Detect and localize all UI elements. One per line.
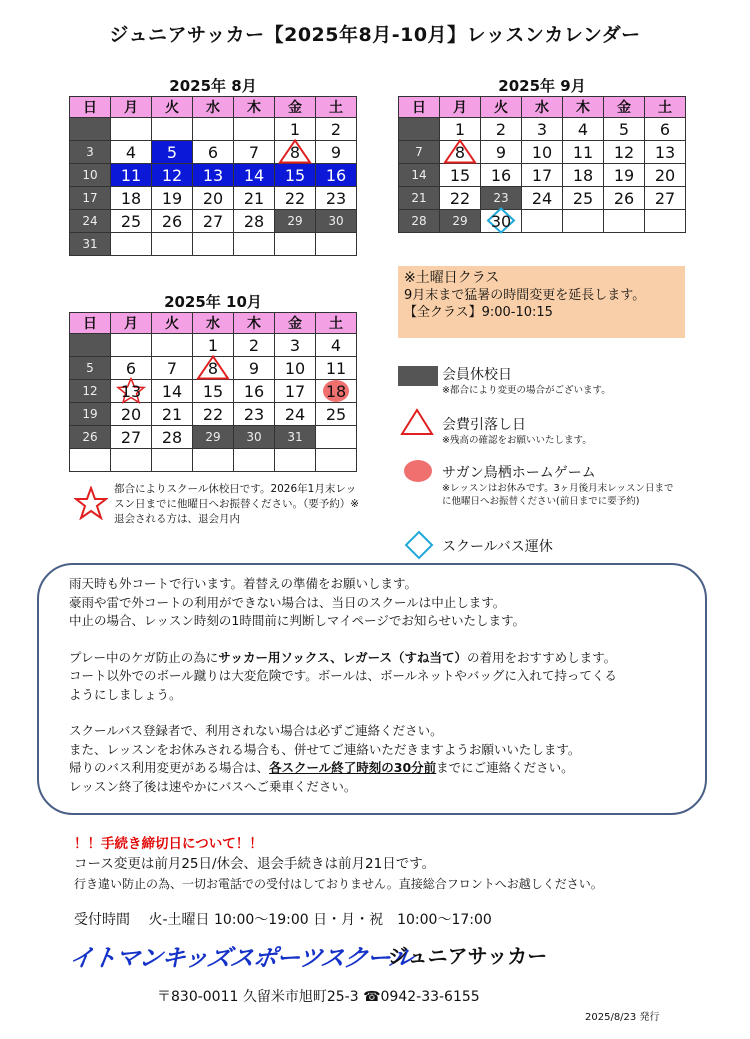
day-cell: 9 bbox=[481, 141, 522, 164]
day-cell: 11 bbox=[563, 141, 604, 164]
day-cell: 2 bbox=[234, 334, 275, 357]
info-line: プレー中のケガ防止の為にサッカー用ソックス、レガース（すね当て）の着用をおすすめします。 bbox=[69, 649, 617, 665]
day-cell: 5 bbox=[152, 141, 193, 164]
address: 〒830-0011 久留米市旭町25-3 ☎0942-33-6155 bbox=[157, 989, 480, 1005]
day-cell bbox=[563, 210, 604, 233]
day-cell bbox=[193, 233, 234, 256]
legend-sub: ※都合により変更の場合がございます。 bbox=[442, 385, 611, 396]
day-cell: 2 bbox=[316, 118, 357, 141]
weekday-sat: 土 bbox=[645, 97, 686, 118]
day-cell: 22 bbox=[275, 187, 316, 210]
info-line: 帰りのバス利用変更がある場合は、各スクール終了時刻の30分前までにご連絡ください。 bbox=[69, 760, 574, 775]
deadline-heading: ！！手続き締切日について！！ bbox=[74, 836, 263, 852]
day-cell bbox=[234, 118, 275, 141]
weekday-sat: 土 bbox=[316, 97, 357, 118]
day-cell: 12 bbox=[604, 141, 645, 164]
day-cell: 19 bbox=[70, 403, 111, 426]
day-cell: 11 bbox=[316, 357, 357, 380]
day-cell: 21 bbox=[399, 187, 440, 210]
day-cell: 13 bbox=[193, 164, 234, 187]
day-cell: 29 bbox=[275, 210, 316, 233]
day-cell bbox=[316, 449, 357, 472]
day-cell: 5 bbox=[70, 357, 111, 380]
day-cell bbox=[152, 118, 193, 141]
day-cell bbox=[70, 334, 111, 357]
day-cell: 26 bbox=[70, 426, 111, 449]
day-cell: 25 bbox=[563, 187, 604, 210]
info-line: 豪雨や雷で外コートの利用ができない場合は、当日のスクールは中止します。 bbox=[69, 594, 506, 610]
calendar-title: 2025年 10月 bbox=[164, 293, 262, 311]
page-title: ジュニアサッカー【2025年8月-10月】レッスンカレンダー bbox=[109, 24, 641, 46]
star-note-text: 都合によりスクール休校日です。2026年1月末レッスン日までに他曜日へお振替ください。（要予約）※退会される方は、退会月内 bbox=[114, 483, 360, 525]
day-cell: 29 bbox=[193, 426, 234, 449]
info-line: 中止の場合、レッスン時刻の1時間前に判断しマイページでお知らせいたします。 bbox=[69, 613, 525, 628]
day-cell: 29 bbox=[440, 210, 481, 233]
calendar-august bbox=[69, 76, 357, 256]
day-cell: 16 bbox=[234, 380, 275, 403]
weekday-fri: 金 bbox=[604, 97, 645, 118]
day-cell: 17 bbox=[70, 187, 111, 210]
day-cell: 3 bbox=[70, 141, 111, 164]
info-line: レッスン終了後は速やかにバスへご乗車ください。 bbox=[69, 778, 357, 794]
day-cell: 31 bbox=[275, 426, 316, 449]
weekday-tue: 火 bbox=[152, 313, 193, 334]
day-cell: 20 bbox=[111, 403, 152, 426]
day-cell bbox=[70, 449, 111, 472]
day-cell: 1 bbox=[275, 118, 316, 141]
day-cell bbox=[70, 118, 111, 141]
day-cell: 5 bbox=[604, 118, 645, 141]
day-cell: 3 bbox=[275, 334, 316, 357]
info-line: コート以外でのボール蹴りは大変危険です。ボールは、ボールネットやバッグに入れて持ってくる bbox=[69, 668, 617, 683]
day-cell: 7 bbox=[152, 357, 193, 380]
day-cell bbox=[645, 210, 686, 233]
weekday-sat: 土 bbox=[316, 313, 357, 334]
info-line: 雨天時も外コートで行います。着替えの準備をお願いします。 bbox=[69, 576, 418, 591]
day-cell: 9 bbox=[234, 357, 275, 380]
day-cell bbox=[234, 449, 275, 472]
day-cell: 23 bbox=[481, 187, 522, 210]
day-cell: 8 bbox=[440, 141, 481, 164]
day-cell bbox=[522, 210, 563, 233]
day-cell: 18 bbox=[111, 187, 152, 210]
day-cell: 20 bbox=[645, 164, 686, 187]
legend-label: サガン鳥栖ホームゲーム bbox=[442, 465, 596, 481]
school-name: ジュニアサッカー bbox=[388, 944, 548, 968]
closed-swatch-icon bbox=[398, 366, 438, 386]
day-cell bbox=[111, 449, 152, 472]
day-cell: 6 bbox=[111, 357, 152, 380]
weekday-sun: 日 bbox=[70, 97, 111, 118]
day-cell: 14 bbox=[234, 164, 275, 187]
day-cell: 1 bbox=[440, 118, 481, 141]
day-cell bbox=[193, 449, 234, 472]
day-cell: 16 bbox=[316, 164, 357, 187]
day-cell: 9 bbox=[316, 141, 357, 164]
weekday-thu: 木 bbox=[234, 97, 275, 118]
day-cell: 4 bbox=[111, 141, 152, 164]
weekday-fri: 金 bbox=[275, 313, 316, 334]
deadline-line: コース変更は前月25日/休会、退会手続きは前月21日です。 bbox=[74, 856, 436, 872]
weekday-wed: 水 bbox=[193, 97, 234, 118]
day-cell: 23 bbox=[234, 403, 275, 426]
day-cell: 7 bbox=[234, 141, 275, 164]
weekday-mon: 月 bbox=[111, 313, 152, 334]
day-cell bbox=[604, 210, 645, 233]
day-cell: 7 bbox=[399, 141, 440, 164]
day-cell: 11 bbox=[111, 164, 152, 187]
saturday-class-note bbox=[398, 266, 685, 338]
weekday-sun: 日 bbox=[399, 97, 440, 118]
day-cell: 21 bbox=[234, 187, 275, 210]
info-line: ようにしましょう。 bbox=[69, 686, 182, 702]
day-cell: 12 bbox=[152, 164, 193, 187]
day-cell: 30 bbox=[234, 426, 275, 449]
weekday-tue: 火 bbox=[481, 97, 522, 118]
info-line: スクールバス登録者で、利用されない場合は必ずご連絡ください。 bbox=[69, 723, 443, 738]
day-cell: 4 bbox=[563, 118, 604, 141]
weekday-mon: 月 bbox=[111, 97, 152, 118]
day-cell: 19 bbox=[604, 164, 645, 187]
day-cell: 26 bbox=[604, 187, 645, 210]
deadline-section bbox=[74, 834, 603, 894]
star-icon bbox=[74, 486, 108, 520]
weekday-wed: 水 bbox=[193, 313, 234, 334]
day-cell bbox=[399, 118, 440, 141]
note-heading: ※土曜日クラス bbox=[404, 270, 500, 286]
day-cell: 22 bbox=[193, 403, 234, 426]
day-cell: 20 bbox=[193, 187, 234, 210]
day-cell: 10 bbox=[70, 164, 111, 187]
day-cell: 6 bbox=[193, 141, 234, 164]
day-cell: 14 bbox=[152, 380, 193, 403]
day-cell: 10 bbox=[522, 141, 563, 164]
calendar-september bbox=[398, 76, 686, 233]
day-cell: 6 bbox=[645, 118, 686, 141]
day-cell bbox=[152, 233, 193, 256]
info-line: また、レッスンをお休みされる場合も、併せてご連絡いただきますようお願いいたします。 bbox=[69, 741, 581, 757]
day-cell bbox=[275, 449, 316, 472]
weekday-wed: 水 bbox=[522, 97, 563, 118]
day-cell: 2 bbox=[481, 118, 522, 141]
day-cell: 19 bbox=[152, 187, 193, 210]
day-cell: 25 bbox=[111, 210, 152, 233]
reception-hours: 受付時間 火-土曜日 10:00～19:00 日・月・祝 10:00～17:00 bbox=[74, 912, 492, 928]
day-cell: 13 bbox=[645, 141, 686, 164]
calendar-title: 2025年 8月 bbox=[169, 77, 257, 95]
weekday-thu: 木 bbox=[563, 97, 604, 118]
day-cell: 15 bbox=[193, 380, 234, 403]
day-cell: 18 bbox=[563, 164, 604, 187]
day-cell: 30 bbox=[316, 210, 357, 233]
day-cell: 24 bbox=[522, 187, 563, 210]
day-cell: 15 bbox=[440, 164, 481, 187]
legend-label: スクールバス運休 bbox=[442, 539, 553, 555]
day-cell bbox=[234, 233, 275, 256]
day-cell bbox=[316, 426, 357, 449]
day-cell: 27 bbox=[111, 426, 152, 449]
weekday-fri: 金 bbox=[275, 97, 316, 118]
day-cell: 27 bbox=[193, 210, 234, 233]
legend-sub: ※残高の確認をお願いいたします。 bbox=[442, 435, 592, 446]
weekday-mon: 月 bbox=[440, 97, 481, 118]
day-cell: 8 bbox=[193, 357, 234, 380]
weekday-tue: 火 bbox=[152, 97, 193, 118]
day-cell: 1 bbox=[193, 334, 234, 357]
day-cell bbox=[111, 233, 152, 256]
day-cell: 14 bbox=[399, 164, 440, 187]
day-cell bbox=[316, 233, 357, 256]
weekday-thu: 木 bbox=[234, 313, 275, 334]
legend-label: 会員休校日 bbox=[442, 367, 512, 383]
game-circle-icon bbox=[404, 460, 432, 482]
day-cell: 26 bbox=[152, 210, 193, 233]
fee-triangle-icon bbox=[400, 408, 434, 436]
day-cell: 12 bbox=[70, 380, 111, 403]
note-line: 9月末まで猛暑の時間変更を延長します。 bbox=[404, 288, 646, 303]
weekday-sun: 日 bbox=[70, 313, 111, 334]
day-cell: 3 bbox=[522, 118, 563, 141]
legend-label: 会費引落し日 bbox=[442, 417, 526, 433]
legend-sub: ※レッスンはお休みです。3ヶ月後月末レッスン日までに他曜日へお振替ください(前日までに要予約) bbox=[442, 483, 674, 507]
calendar-title: 2025年 9月 bbox=[498, 77, 586, 95]
bus-diamond-icon bbox=[404, 530, 434, 560]
deadline-line: 行き違い防止の為、一切お電話での受付はしておりません。直接総合フロントへお越しください。 bbox=[74, 877, 603, 891]
info-box bbox=[37, 563, 707, 815]
day-cell: 24 bbox=[275, 403, 316, 426]
day-cell: 8 bbox=[275, 141, 316, 164]
day-cell bbox=[193, 118, 234, 141]
day-cell: 16 bbox=[481, 164, 522, 187]
note-line: 【全クラス】9:00-10:15 bbox=[404, 305, 553, 320]
calendar-october bbox=[69, 292, 357, 472]
day-cell: 25 bbox=[316, 403, 357, 426]
brand-logo: イトマンキッズスポーツスクール bbox=[67, 944, 415, 972]
day-cell bbox=[152, 334, 193, 357]
day-cell: 28 bbox=[399, 210, 440, 233]
day-cell: 17 bbox=[275, 380, 316, 403]
day-cell: 10 bbox=[275, 357, 316, 380]
day-cell bbox=[111, 334, 152, 357]
day-cell: 18 bbox=[316, 380, 357, 403]
issued-date: 2025/8/23 発行 bbox=[585, 1012, 660, 1023]
day-cell: 13 bbox=[111, 380, 152, 403]
day-cell: 4 bbox=[316, 334, 357, 357]
day-cell: 24 bbox=[70, 210, 111, 233]
day-cell: 23 bbox=[316, 187, 357, 210]
day-cell: 31 bbox=[70, 233, 111, 256]
day-cell bbox=[111, 118, 152, 141]
day-cell: 17 bbox=[522, 164, 563, 187]
day-cell: 15 bbox=[275, 164, 316, 187]
day-cell: 22 bbox=[440, 187, 481, 210]
day-cell bbox=[275, 233, 316, 256]
day-cell: 28 bbox=[152, 426, 193, 449]
day-cell: 30 bbox=[481, 210, 522, 233]
day-cell: 27 bbox=[645, 187, 686, 210]
day-cell bbox=[152, 449, 193, 472]
day-cell: 28 bbox=[234, 210, 275, 233]
day-cell: 21 bbox=[152, 403, 193, 426]
